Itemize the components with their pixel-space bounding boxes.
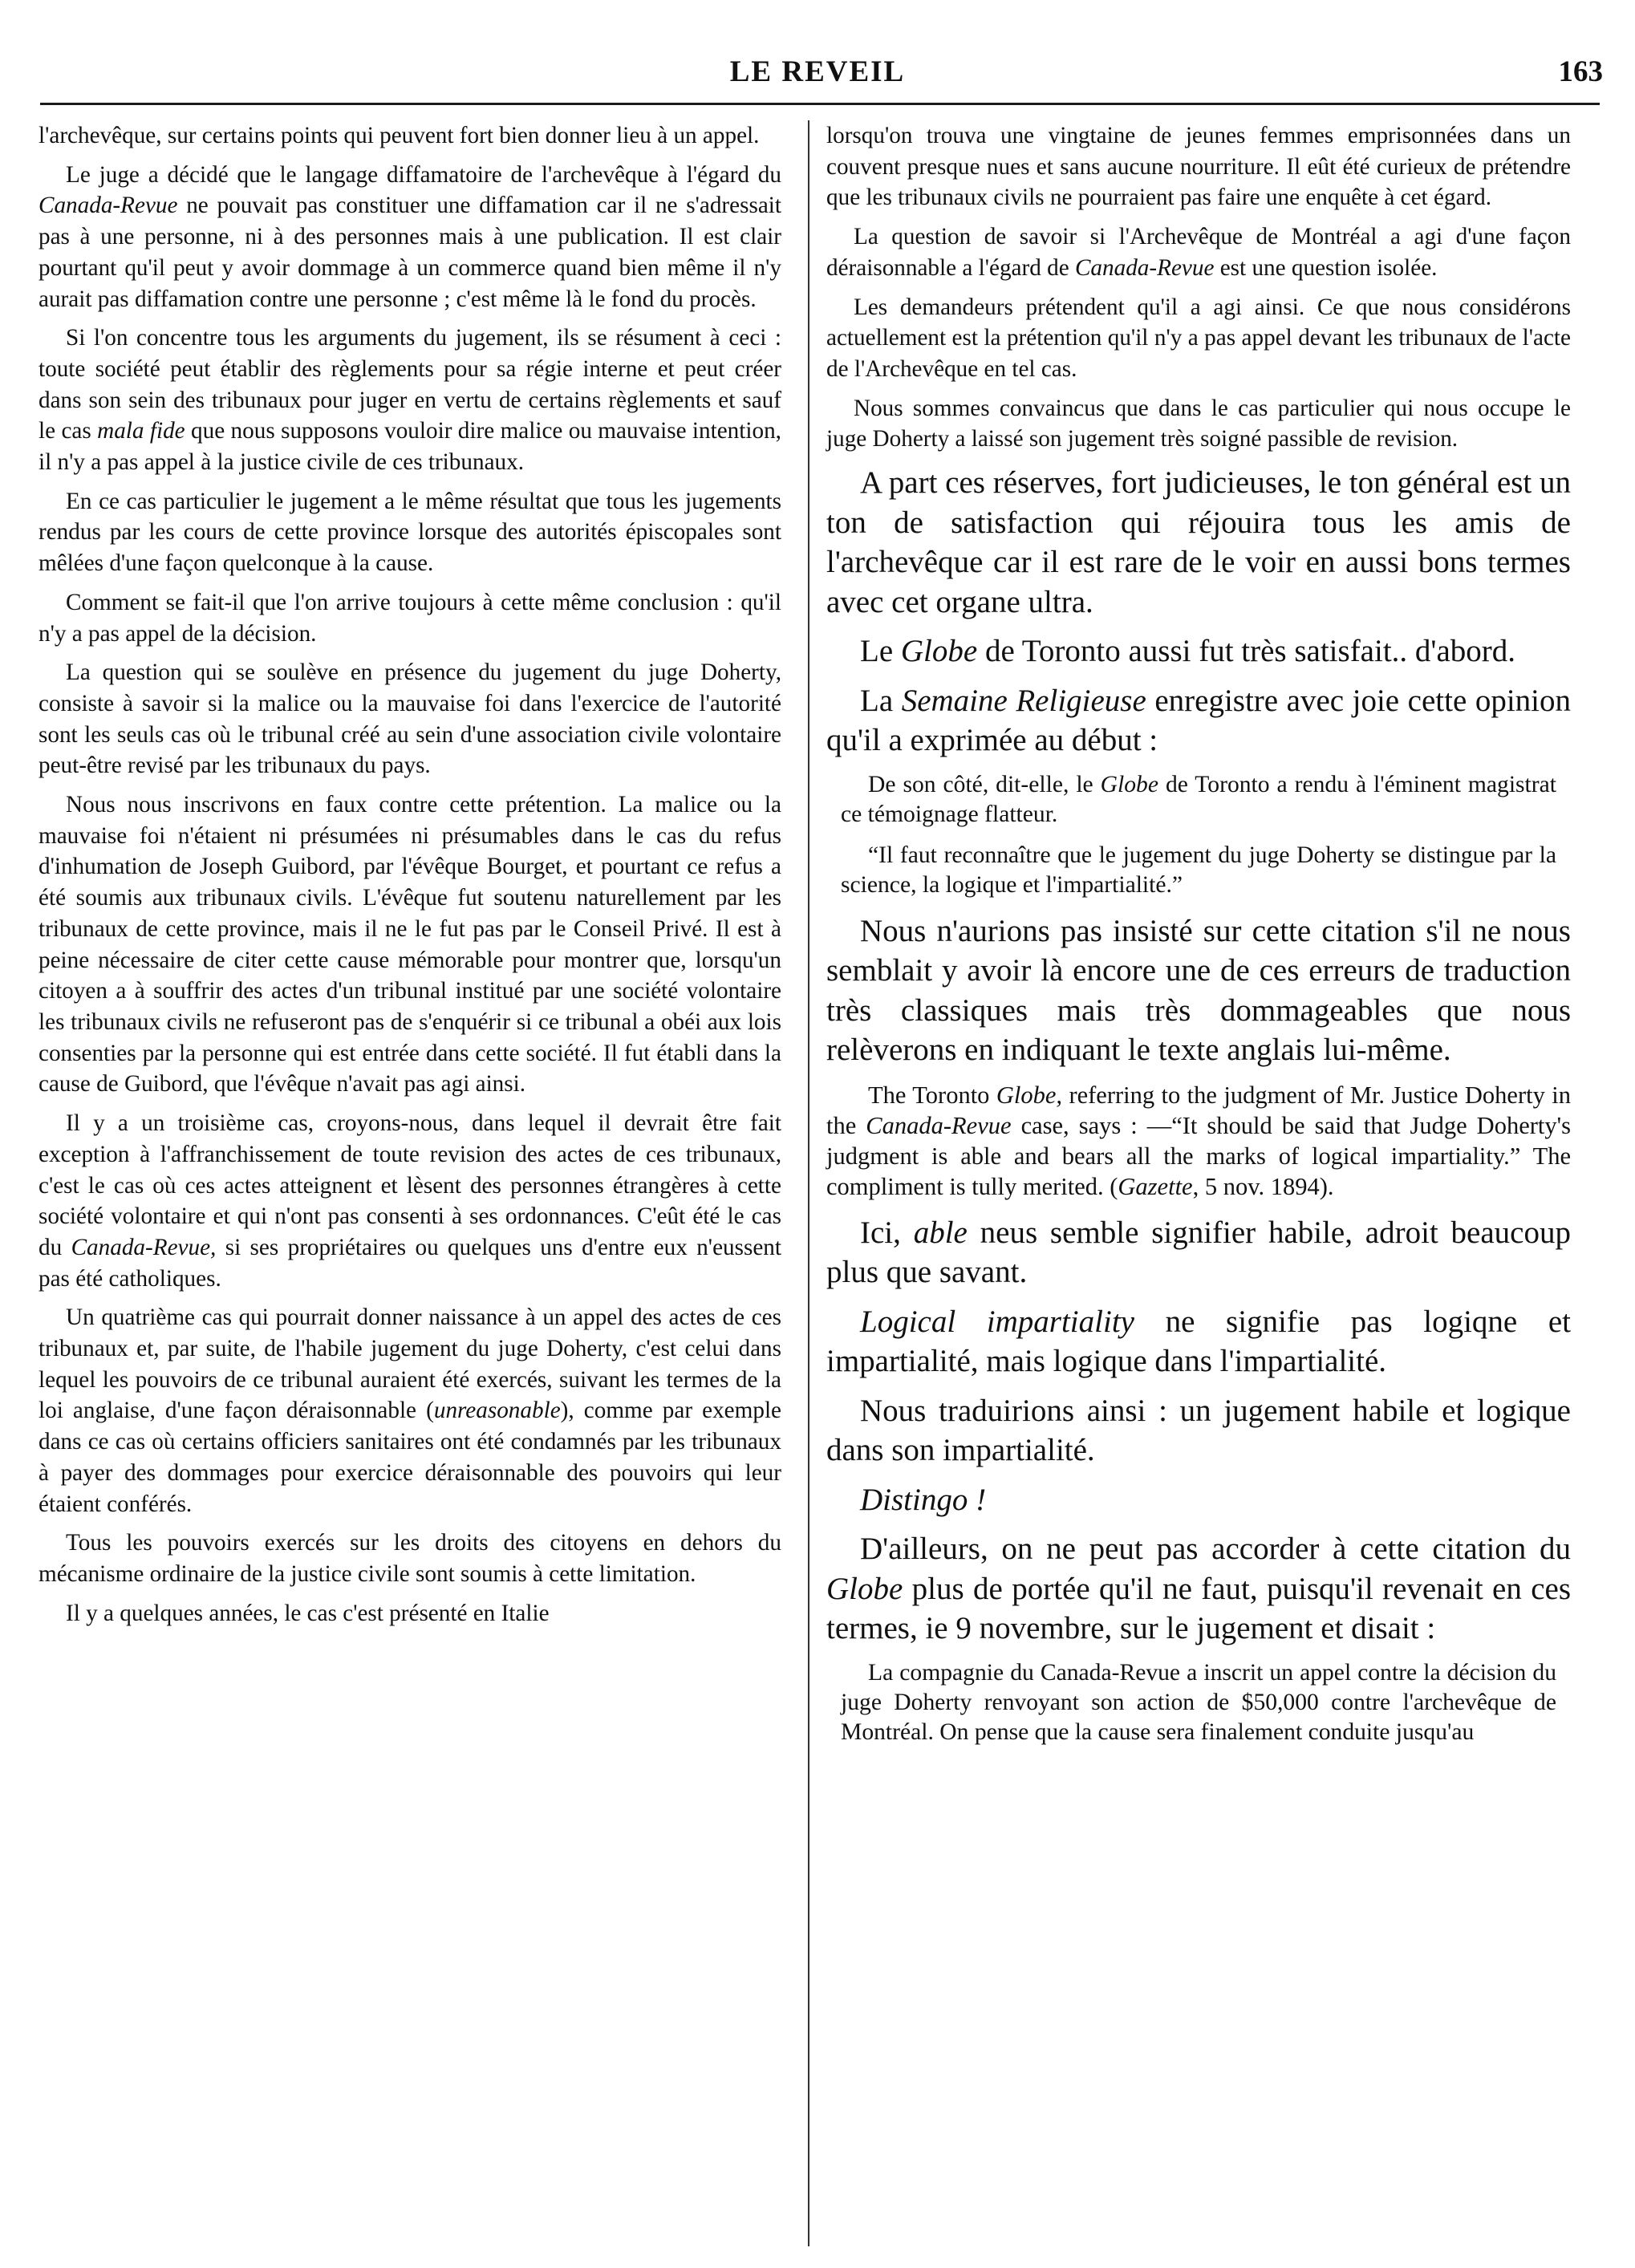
running-title: LE REVEIL bbox=[729, 55, 906, 88]
commentary-paragraph: Le Globe de Toronto aussi fut très satisfait.. d'abord. bbox=[860, 634, 1515, 669]
paragraph: lorsqu'on trouva une vingtaine de jeunes femmes emprisonnées dans un couvent presque nues et sans aucune nourriture. Il eût été curieux de prétendre que les tribunaux civils ne pourraient pas faire une enquête à cet égard. bbox=[826, 123, 1571, 211]
italic-title: Semaine Religieuse bbox=[901, 683, 1146, 718]
paragraph: Nous sommes convaincus que dans le cas particulier qui nous occupe le juge Doherty a laissé son jugement très soigné passible de revision. bbox=[826, 395, 1571, 452]
paragraph: En ce cas particulier le jugement a le même résultat que tous les jugements rendus par les cours de cette province lorsque des autorités épiscopales sont mêlées d'une façon quelconque à la cause. bbox=[39, 488, 781, 577]
commentary-paragraph: Distingo ! bbox=[860, 1482, 987, 1517]
italic-title: Globe, bbox=[996, 1081, 1063, 1109]
paragraph: Les demandeurs prétendent qu'il a agi ainsi. Ce que nous considérons actuellement est la prétention qu'il n'y a pas appel devant les tribunaux de l'acte de l'Archevêque en tel cas. bbox=[826, 294, 1571, 382]
paragraph: Il y a un troisième cas, croyons-nous, dans lequel il devrait être fait exception à l'affranchissement de toute revision des actes de ces tribunaux, c'est le cas où ces actes atteignent et lèsent des personnes étrangères à cette société volontaire et qui n'ont pas consenti à ses ordonnances. C'eût été le cas du Canada-Revue, si ses propriétaires ou quelques uns d'entre eux n'eussent pas été catholiques. bbox=[39, 1110, 781, 1292]
english-quote: The Toronto Globe, referring to the judgment of Mr. Justice Doherty in the Canada-Revue case, says : —“It should be said that Judge Doherty's judgment is able and bears all the marks of logical impartiality.” The compliment is tully merited. (Gazette, 5 nov. 1894). bbox=[826, 1081, 1571, 1200]
commentary-paragraph: La Semaine Religieuse enregistre avec joie cette opinion qu'il a exprimée au début : bbox=[826, 683, 1571, 758]
paragraph: Nous nous inscrivons en faux contre cette prétention. La malice ou la mauvaise foi n'étaient ni présumées ni présumables dans le cas du refus d'inhumation de Joseph Guibord, par l'évêque Bourget, et pourtant ce refus a été soumis aux tribunaux civils. L'évêque fut soutenu naturellement par les tribunaux de cette province, mais il ne le fut pas par le Conseil Privé. Il est à peine nécessaire de citer cette cause mémorable pour montrer que, lorsqu'un citoyen a à souffrir des actes d'un tribunal institué par une société volontaire les tribunaux civils ne refuseront pas de s'enquérir si ce tribunal a obéi aux lois consenties par la personne qui est entrée dans cette société. Il fut établi dans la cause de Guibord, que l'évêque n'avait pas agi ainsi. bbox=[39, 792, 781, 1097]
quoted-text: “Il faut reconnaître que le jugement du juge Doherty se distingue par la science, la logique et l'impartialité.” bbox=[841, 842, 1556, 898]
paragraph: La question qui se soulève en présence du jugement du juge Doherty, consiste à savoir si la malice ou la mauvaise foi dans l'exercice de l'autorité sont les seuls cas où le tribunal créé au sein d'une association civile volontaire peut-être revisé par les tribunaux du pays. bbox=[39, 659, 781, 779]
italic-term: unreasonable bbox=[433, 1398, 561, 1424]
italic-source: Gazette bbox=[1118, 1172, 1193, 1200]
paragraph: Si l'on concentre tous les arguments du jugement, ils se résument à ceci : toute société peut établir des règlements pour sa régie interne et peut créer dans son sein des tribunaux pour juger en vertu de certains règlements et sauf le cas mala fide que nous supposons vouloir dire malice ou mauvaise intention, il n'y a pas appel à la justice civile de ces tribunaux. bbox=[39, 325, 781, 476]
quoted-text: De son côté, dit-elle, le Globe de Toronto a rendu à l'éminent magistrat ce témoignage flatteur. bbox=[841, 771, 1556, 827]
italic-title: Globe bbox=[826, 1571, 903, 1606]
paragraph: l'archevêque, sur certains points qui peuvent fort bien donner lieu à un appel. bbox=[39, 123, 760, 148]
commentary-paragraph: Nous traduirions ainsi : un jugement habile et logique dans son impartialité. bbox=[826, 1393, 1571, 1468]
left-column bbox=[39, 120, 781, 1637]
italic-title: Canada-Revue bbox=[1074, 254, 1215, 281]
paragraph: Un quatrième cas qui pourrait donner naissance à un appel des actes de ces tribunaux et, par suite, de l'habile jugement du juge Doherty, c'est celui dans lequel les pouvoirs de ce tribunal auraient été exercés, suivant les termes de la loi anglaise, d'une façon déraisonnable (unreasonable), comme par exemple dans ce cas où certains officiers sanitaires ont été condamnés par les tribunaux à payer des dommages pour exercice déraisonnable des pouvoirs qui leur étaient conférés. bbox=[39, 1304, 782, 1517]
italic-term: able bbox=[913, 1215, 968, 1250]
quoted-text: La compagnie du Canada-Revue a inscrit un appel contre la décision du juge Doherty renvoyant son action de $50,000 contre l'archevêque de Montréal. On pense que la cause sera finalement conduite jusqu'au bbox=[841, 1659, 1556, 1745]
paragraph: La question de savoir si l'Archevêque de Montréal a agi d'une façon déraisonnable a l'égard de Canada-Revue est une question isolée. bbox=[826, 224, 1571, 281]
italic-title: Globe bbox=[900, 634, 978, 669]
commentary-paragraph: Nous n'aurions pas insisté sur cette citation s'il ne nous semblait y avoir là encore une de ces erreurs de traduction très classiques mais très dommageables que nous relèverons en indiquant le texte anglais lui-même. bbox=[826, 913, 1571, 1068]
italic-title: Globe bbox=[1100, 771, 1158, 797]
commentary-paragraph: Ici, able neus semble signifier habile, adroit beaucoup plus que savant. bbox=[826, 1215, 1571, 1290]
italic-title: Canada-Revue bbox=[39, 193, 178, 219]
commentary-paragraph: Logical impartiality ne signifie pas logiqne et impartialité, mais logique dans l'impartialité. bbox=[826, 1304, 1571, 1379]
italic-title: Canada-Revue, bbox=[71, 1234, 217, 1260]
commentary-paragraph: D'ailleurs, on ne peut pas accorder à cette citation du Globe plus de portée qu'il ne faut, puisqu'il revenait en ces termes, ie 9 novembre, sur le jugement et disait : bbox=[826, 1532, 1571, 1646]
right-column bbox=[826, 120, 1571, 1759]
italic-title: Canada-Revue bbox=[866, 1111, 1012, 1139]
page-number: 163 bbox=[1558, 55, 1603, 88]
header-rule bbox=[40, 103, 1600, 105]
column-divider bbox=[808, 120, 809, 2246]
italic-term: mala fide bbox=[97, 418, 185, 444]
commentary-paragraph: A part ces réserves, fort judicieuses, le ton général est un ton de satisfaction qui réjouira tous les amis de l'archevêque car il est rare de le voir en aussi bons termes avec cet organe ultra. bbox=[826, 465, 1571, 619]
paragraph: Comment se fait-il que l'on arrive toujours à cette même conclusion : qu'il n'y a pas appel de la décision. bbox=[39, 589, 781, 647]
paragraph: Le juge a décidé que le langage diffamatoire de l'archevêque à l'égard du Canada-Revue ne pouvait pas constituer une diffamation car il ne s'adressait pas à une personne, ni à des personnes mais à une publication. Il est clair pourtant qu'il peut y avoir dommage à un commerce quand bien même il n'y aurait pas diffamation contre une personne ; c'est même là le fond du procès. bbox=[39, 161, 781, 312]
paragraph: Il y a quelques années, le cas c'est présenté en Italie bbox=[66, 1600, 550, 1626]
paragraph: Tous les pouvoirs exercés sur les droits des citoyens en dehors du mécanisme ordinaire de la justice civile sont soumis à cette limitation. bbox=[39, 1530, 781, 1587]
page-header bbox=[32, 47, 1603, 96]
italic-term: Logical impartiality bbox=[860, 1304, 1134, 1339]
